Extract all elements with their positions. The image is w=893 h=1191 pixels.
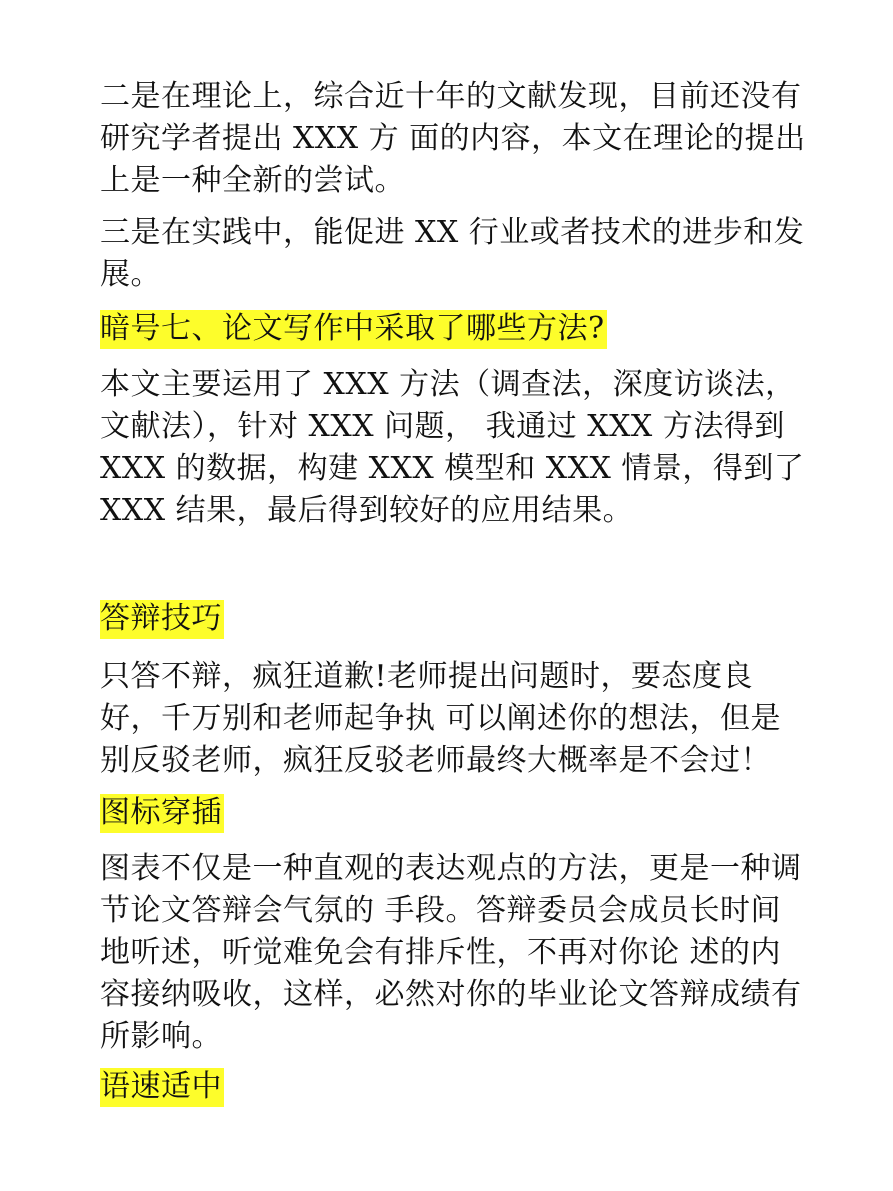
text-line: 好，千万别和老师起争执 可以阐述你的想法，但是 <box>100 701 782 736</box>
text-line: 展。 <box>100 257 161 292</box>
highlighted-heading-text: 暗号七、论文写作中采取了哪些方法? <box>100 310 607 349</box>
text-line: 地听述，听觉难免会有排斥性，不再对你论 述的内 <box>100 935 782 970</box>
text-line: XXX 的数据，构建 XXX 模型和 XXX 情景，得到了 <box>100 451 805 486</box>
paragraph-methods <box>100 364 804 532</box>
heading-methods <box>100 308 607 350</box>
text-line: 只答不辩，疯狂道歉!老师提出问题时，要态度良 <box>100 659 754 694</box>
text-line: 图表不仅是一种直观的表达观点的方法，更是一种调 <box>100 851 802 886</box>
text-line: 研究学者提出 XXX 方 面的内容，本文在理论的提出 <box>100 121 806 156</box>
text-line: XXX 结果，最后得到较好的应用结果。 <box>100 493 634 528</box>
text-line: 本文主要运用了 XXX 方法（调查法，深度访谈法， <box>100 367 796 402</box>
paragraph-practice-innovation <box>100 212 804 296</box>
paragraph-theory-innovation <box>100 76 806 202</box>
text-line: 节论文答辩会气氛的 手段。答辩委员会成员长时间 <box>100 893 782 928</box>
highlighted-heading-text: 答辩技巧 <box>100 600 224 639</box>
paragraph-defense-tips <box>100 656 781 782</box>
text-line: 所影响。 <box>100 1019 222 1054</box>
text-line: 文献法），针对 XXX 问题， 我通过 XXX 方法得到 <box>100 409 785 444</box>
text-line: 二是在理论上，综合近十年的文献发现，目前还没有 <box>100 79 802 114</box>
text-line: 上是一种全新的尝试。 <box>100 163 405 198</box>
text-line: 容接纳吸收，这样，必然对你的毕业论文答辩成绩有 <box>100 977 802 1012</box>
heading-chart-insertion <box>100 792 224 834</box>
text-line: 别反驳老师，疯狂反驳老师最终大概率是不会过！ <box>100 743 771 778</box>
text-line: 三是在实践中，能促进 XX 行业或者技术的进步和发 <box>100 215 805 250</box>
highlighted-heading-text: 图标穿插 <box>100 794 224 833</box>
heading-defense-tips <box>100 598 224 640</box>
heading-speech-speed <box>100 1066 224 1108</box>
paragraph-chart-insertion <box>100 848 802 1058</box>
highlighted-heading-text: 语速适中 <box>100 1068 224 1107</box>
